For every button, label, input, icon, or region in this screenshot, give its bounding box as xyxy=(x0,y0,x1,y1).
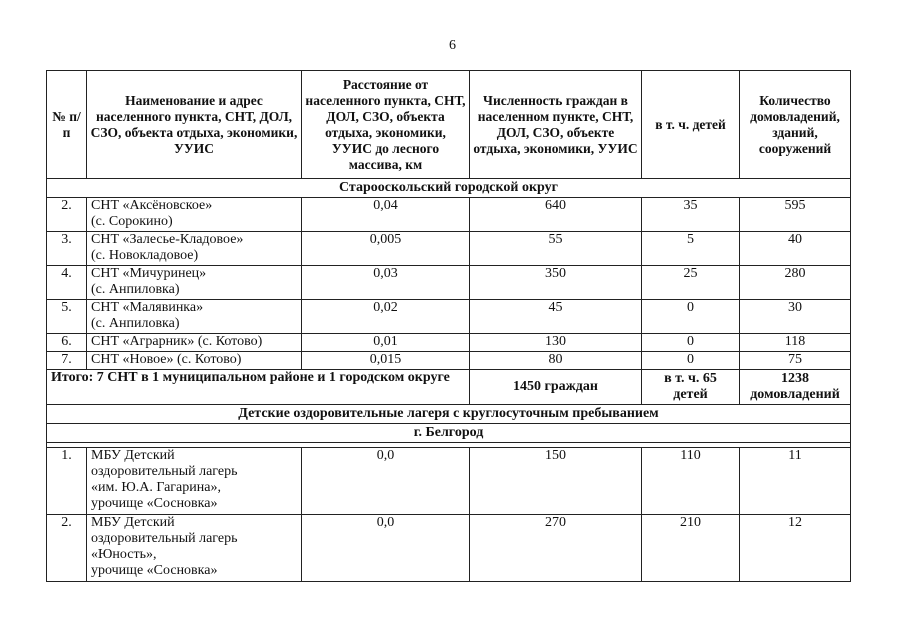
row-name-line: (с. Анпиловка) xyxy=(91,282,180,297)
row-name-line: СНТ «Мичуринец» xyxy=(91,266,207,281)
table-row xyxy=(47,515,851,582)
section-row xyxy=(47,405,851,424)
header-population: Численность граждан в населенном пункте, СНТ, ДОЛ, СЗО, объекте отдыха, экономики, УУИС xyxy=(470,71,642,179)
row-name xyxy=(87,266,302,300)
table-row xyxy=(47,232,851,266)
row-distance: 0,015 xyxy=(302,352,470,370)
row-num: 1. xyxy=(47,448,87,515)
row-distance: 0,0 xyxy=(302,448,470,515)
row-name-line: (с. Сорокино) xyxy=(91,214,173,229)
row-children: 0 xyxy=(642,334,740,352)
row-population: 350 xyxy=(470,266,642,300)
row-name-line: (с. Анпиловка) xyxy=(91,316,180,331)
total-buildings: 1238 домовладений xyxy=(740,370,851,405)
row-distance: 0,02 xyxy=(302,300,470,334)
row-buildings: 75 xyxy=(740,352,851,370)
row-name-line: «им. Ю.А. Гагарина», xyxy=(91,480,221,495)
section-row xyxy=(47,179,851,198)
row-name-line: СНТ «Малявинка» xyxy=(91,300,204,315)
total-children: в т. ч. 65 детей xyxy=(642,370,740,405)
row-population: 45 xyxy=(470,300,642,334)
row-name-line: урочище «Сосновка» xyxy=(91,563,218,578)
row-distance: 0,01 xyxy=(302,334,470,352)
row-name-line: «Юность», xyxy=(91,547,157,562)
row-name-line: оздоровительный лагерь xyxy=(91,464,238,479)
section-title-city: г. Белгород xyxy=(47,424,851,443)
row-buildings: 11 xyxy=(740,448,851,515)
row-num: 7. xyxy=(47,352,87,370)
table-row xyxy=(47,352,851,370)
row-name xyxy=(87,515,302,582)
row-name-line: урочище «Сосновка» xyxy=(91,496,218,511)
row-children: 5 xyxy=(642,232,740,266)
row-num: 2. xyxy=(47,515,87,582)
row-name: СНТ «Аграрник» (с. Котово) xyxy=(87,334,302,352)
row-buildings: 40 xyxy=(740,232,851,266)
row-distance: 0,005 xyxy=(302,232,470,266)
row-population: 640 xyxy=(470,198,642,232)
row-buildings: 30 xyxy=(740,300,851,334)
table-row xyxy=(47,448,851,515)
data-table xyxy=(46,70,851,582)
table-row xyxy=(47,300,851,334)
row-name-line: оздоровительный лагерь xyxy=(91,531,238,546)
row-children: 0 xyxy=(642,352,740,370)
row-name: СНТ «Новое» (с. Котово) xyxy=(87,352,302,370)
header-children: в т. ч. детей xyxy=(642,71,740,179)
row-name-line: МБУ Детский xyxy=(91,448,175,463)
table-header-row xyxy=(47,71,851,179)
total-population: 1450 граждан xyxy=(470,370,642,405)
row-population: 80 xyxy=(470,352,642,370)
row-name xyxy=(87,448,302,515)
row-distance: 0,0 xyxy=(302,515,470,582)
row-buildings: 280 xyxy=(740,266,851,300)
row-population: 150 xyxy=(470,448,642,515)
row-name-line: СНТ «Залесье-Кладовое» xyxy=(91,232,244,247)
table-row xyxy=(47,334,851,352)
row-name xyxy=(87,232,302,266)
row-num: 5. xyxy=(47,300,87,334)
row-children: 35 xyxy=(642,198,740,232)
section-title-camps: Детские оздоровительные лагеря с круглосуточным пребыванием xyxy=(47,405,851,424)
row-children: 110 xyxy=(642,448,740,515)
row-name-line: (с. Новокладовое) xyxy=(91,248,199,263)
row-children: 210 xyxy=(642,515,740,582)
row-population: 270 xyxy=(470,515,642,582)
section-row xyxy=(47,424,851,443)
row-num: 6. xyxy=(47,334,87,352)
row-buildings: 12 xyxy=(740,515,851,582)
row-name-line: МБУ Детский xyxy=(91,515,175,530)
header-buildings: Количество домовладений, зданий, сооружений xyxy=(740,71,851,179)
row-buildings: 118 xyxy=(740,334,851,352)
table-row xyxy=(47,198,851,232)
row-distance: 0,04 xyxy=(302,198,470,232)
total-label: Итого: 7 СНТ в 1 муниципальном районе и 1 городском округе xyxy=(47,370,470,405)
table-row xyxy=(47,266,851,300)
header-num: № п/п xyxy=(47,71,87,179)
row-distance: 0,03 xyxy=(302,266,470,300)
row-num: 4. xyxy=(47,266,87,300)
row-num: 2. xyxy=(47,198,87,232)
row-population: 130 xyxy=(470,334,642,352)
section-title-district: Старооскольский городской округ xyxy=(47,179,851,198)
row-population: 55 xyxy=(470,232,642,266)
row-name xyxy=(87,300,302,334)
header-name: Наименование и адрес населенного пункта, СНТ, ДОЛ, СЗО, объекта отдыха, экономики, УУИС xyxy=(87,71,302,179)
header-distance: Расстояние от населенного пункта, СНТ, ДОЛ, СЗО, объекта отдыха, экономики, УУИС до лесного массива, км xyxy=(302,71,470,179)
row-buildings: 595 xyxy=(740,198,851,232)
row-children: 0 xyxy=(642,300,740,334)
row-name xyxy=(87,198,302,232)
total-row xyxy=(47,370,851,405)
page-number: 6 xyxy=(449,38,456,53)
row-name-line: СНТ «Аксёновское» xyxy=(91,198,213,213)
row-num: 3. xyxy=(47,232,87,266)
row-children: 25 xyxy=(642,266,740,300)
